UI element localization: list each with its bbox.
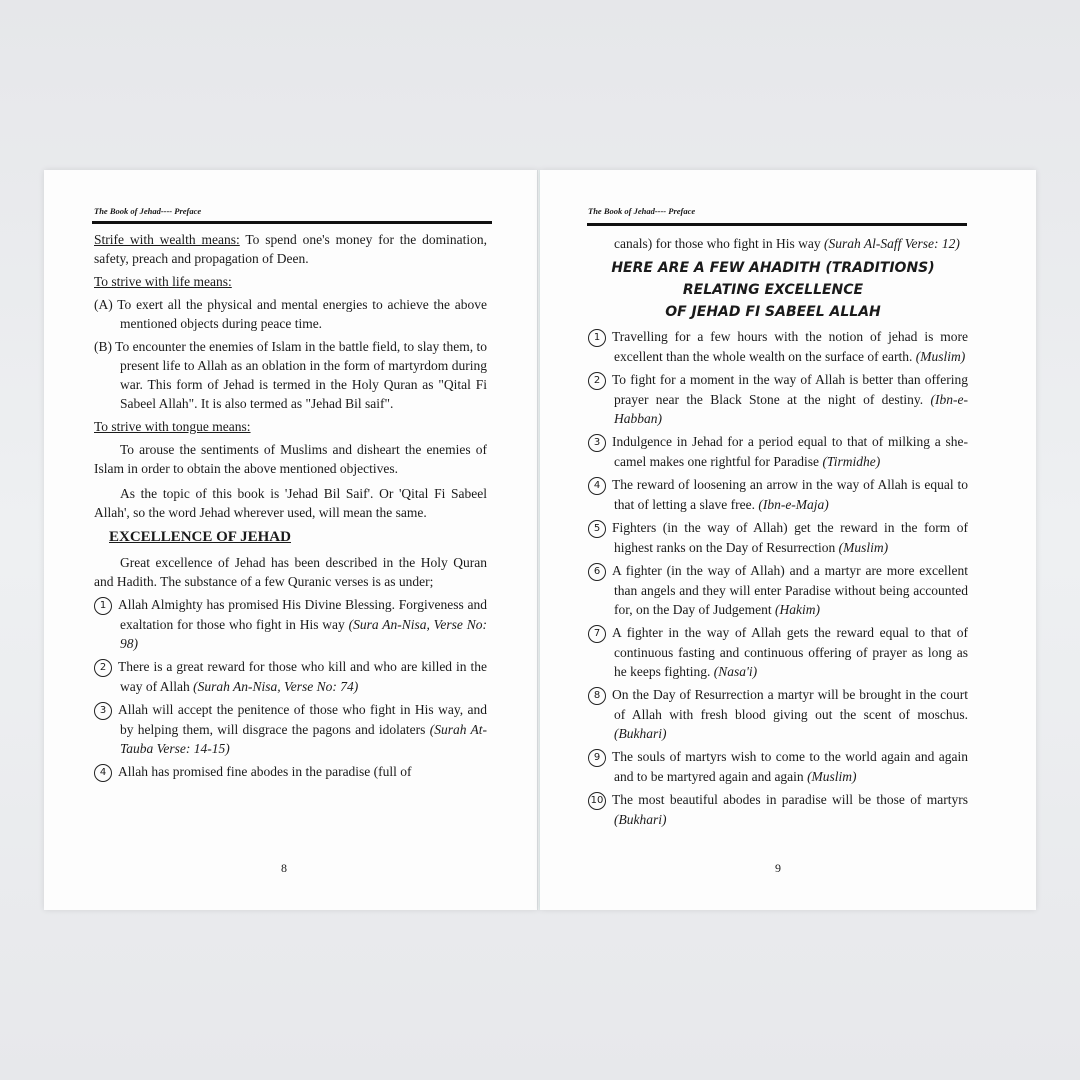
page-number: 8 <box>281 861 287 875</box>
number-badge: 4 <box>588 477 606 495</box>
strive-life-label: To strive with life means: <box>94 274 232 289</box>
number-badge: 6 <box>588 563 606 581</box>
continuation-paragraph: canals) for those who fight in His way (Surah Al-Saff Verse: 12) <box>614 236 960 251</box>
tongue-paragraph: To arouse the sentiments of Muslims and disheart the enemies of Islam in order to obtain the above mentioned objectives. <box>94 442 487 476</box>
hadith-item: 1 Travelling for a few hours with the notion of jehad is more excellent than the whole wealth on the surface of earth. (Muslim) <box>588 327 968 366</box>
number-badge: 8 <box>588 687 606 705</box>
number-badge: 10 <box>588 792 606 810</box>
ahadith-heading: HERE ARE A FEW AHADITH (TRADITIONS) RELATING EXCELLENCE OF JEHAD FI SABEEL ALLAH <box>611 260 935 320</box>
number-badge: 3 <box>94 702 112 720</box>
hadith-item: 8 On the Day of Resurrection a martyr will be brought in the court of Allah with fresh blood giving out the scent of moschus. (Bukhari) <box>588 685 968 743</box>
hadith-item: 5 Fighters (in the way of Allah) get the reward in the form of highest ranks on the Day of Resurrection (Muslim) <box>588 518 968 557</box>
number-badge: 4 <box>94 764 112 782</box>
strife-wealth-text: To spend one's money for the domination, safety, preach and propagation of Deen. <box>94 232 487 266</box>
hadith-item: 4 The reward of loosening an arrow in the way of Allah is equal to that of letting a slave free. (Ibn-e-Maja) <box>588 475 968 514</box>
hadith-item: 3 Indulgence in Jehad for a period equal to that of milking a she-camel makes one rightful for Paradise (Tirmidhe) <box>588 432 968 471</box>
page-number: 9 <box>775 861 781 875</box>
excellence-heading: EXCELLENCE OF JEHAD <box>109 529 291 545</box>
running-head: The Book of Jehad---- Preface <box>94 206 202 216</box>
right-page <box>540 170 1036 910</box>
number-badge: 7 <box>588 625 606 643</box>
right-page-text <box>588 234 968 833</box>
running-head: The Book of Jehad---- Preface <box>588 206 696 216</box>
number-badge: 1 <box>588 329 606 347</box>
verse-item: 4 Allah has promised fine abodes in the paradise (full of <box>94 762 487 782</box>
number-badge: 1 <box>94 597 112 615</box>
strife-wealth-label: Strife with wealth means: <box>94 232 240 247</box>
header-rule <box>587 223 967 226</box>
header-rule <box>92 221 492 224</box>
hadith-item: 10 The most beautiful abodes in paradise will be those of martyrs (Bukhari) <box>588 790 968 829</box>
hadith-item: 7 A fighter in the way of Allah gets the reward equal to that of continuous fasting and continuous offering of prayer as long as he keeps fighting. (Nasa'i) <box>588 623 968 681</box>
strife-wealth-paragraph <box>94 230 487 268</box>
left-page <box>44 170 538 910</box>
strive-tongue-label: To strive with tongue means: <box>94 419 251 434</box>
number-badge: 2 <box>94 659 112 677</box>
verse-item: 3 Allah will accept the penitence of those who fight in His way, and by helping them, will disgrace the pagons and idolaters (Surah At-Tauba Verse: 14-15) <box>94 700 487 758</box>
verse-item: 1 Allah Almighty has promised His Divine Blessing. Forgiveness and exaltation for those who fight in His way (Sura An-Nisa, Verse No: 98) <box>94 595 487 653</box>
hadith-item: 6 A fighter (in the way of Allah) and a martyr are more excellent than angels and they will enter Paradise without being accounted for, on the Day of Judgement (Hakim) <box>588 561 968 619</box>
number-badge: 2 <box>588 372 606 390</box>
left-page-text <box>94 230 487 786</box>
excellence-paragraph: Great excellence of Jehad has been described in the Holy Quran and Hadith. The substance of a few Quranic verses is as under; <box>94 555 487 589</box>
verse-item: 2 There is a great reward for those who kill and who are killed in the way of Allah (Surah An-Nisa, Verse No: 74) <box>94 657 487 696</box>
number-badge: 5 <box>588 520 606 538</box>
topic-paragraph: As the topic of this book is 'Jehad Bil Saif'. Or 'Qital Fi Sabeel Allah', so the word Jehad wherever used, will mean the same. <box>94 486 487 520</box>
number-badge: 3 <box>588 434 606 452</box>
life-point-b: (B) To encounter the enemies of Islam in the battle field, to slay them, to present life to Allah as an oblation in the form of martyrdom during war. This form of Jehad is termed in the Holy Quran as "Qital Fi Sabeel Allah". It is also termed as "Jehad Bil saif". <box>94 339 487 411</box>
hadith-item: 2 To fight for a moment in the way of Allah is better than offering prayer near the Black Stone at the night of destiny. (Ibn-e-Habban) <box>588 370 968 428</box>
number-badge: 9 <box>588 749 606 767</box>
hadith-item: 9 The souls of martyrs wish to come to the world again and again and to be martyred again and again (Muslim) <box>588 747 968 786</box>
life-point-a: (A) To exert all the physical and mental energies to achieve the above mentioned objects during peace time. <box>94 297 487 331</box>
